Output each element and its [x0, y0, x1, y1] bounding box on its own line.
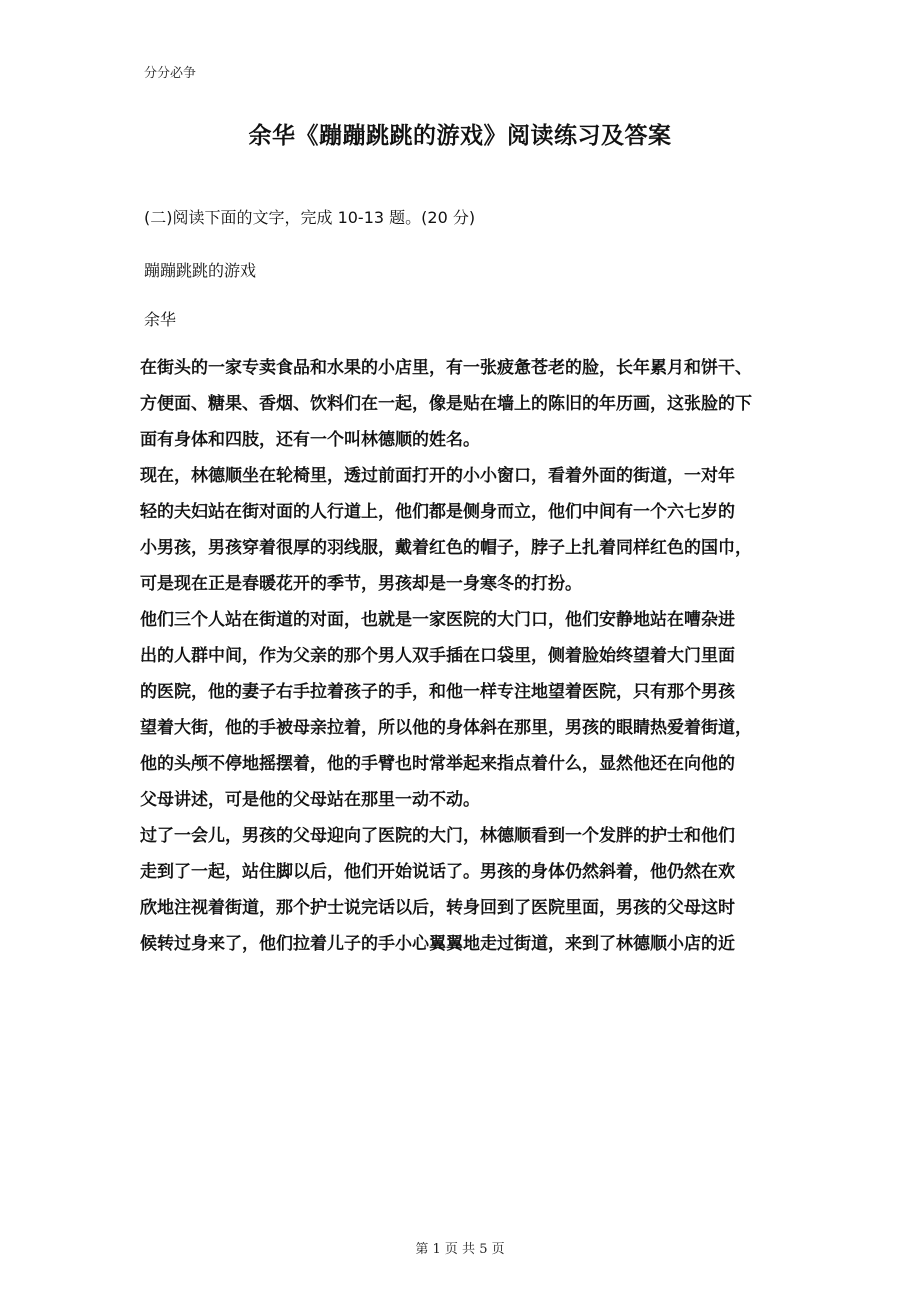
- page-footer: 第 1 页 共 5 页: [415, 1242, 505, 1257]
- body-line: 过了一会儿，男孩的父母迎向了医院的大门，林德顺看到一个发胖的护士和他们: [140, 826, 735, 846]
- page-header: 分分必争: [144, 66, 197, 81]
- document-title: 余华《蹦蹦跳跳的游戏》阅读练习及答案: [248, 123, 672, 149]
- story-author: 余华: [144, 310, 177, 329]
- story-title: 蹦蹦跳跳的游戏: [144, 261, 257, 280]
- question-intro: (二)阅读下面的文字，完成 10-13 题。(20 分): [144, 208, 476, 227]
- body-line: 候转过身来了，他们拉着儿子的手小心翼翼地走过街道，来到了林德顺小店的近: [140, 934, 735, 954]
- body-line: 面有身体和四肢，还有一个叫林德顺的姓名。: [140, 430, 480, 450]
- story-body: [140, 350, 790, 962]
- body-line: 可是现在正是春暖花开的季节，男孩却是一身寒冬的打扮。: [140, 574, 582, 594]
- body-line: 欣地注视着街道，那个护士说完话以后，转身回到了医院里面，男孩的父母这时: [140, 898, 735, 918]
- body-line: 他的头颅不停地摇摆着，他的手臂也时常举起来指点着什么，显然他还在向他的: [140, 754, 735, 774]
- body-line: 方便面、糖果、香烟、饮料们在一起，像是贴在墙上的陈旧的年历画，这张脸的下: [140, 394, 752, 414]
- body-line: 在街头的一家专卖食品和水果的小店里，有一张疲惫苍老的脸，长年累月和饼干、: [140, 358, 752, 378]
- body-line: 的医院，他的妻子右手拉着孩子的手，和他一样专注地望着医院，只有那个男孩: [140, 682, 735, 702]
- body-line: 父母讲述，可是他的父母站在那里一动不动。: [140, 790, 480, 810]
- body-line: 出的人群中间，作为父亲的那个男人双手插在口袋里，侧着脸始终望着大门里面: [140, 646, 735, 666]
- body-line: 轻的夫妇站在街对面的人行道上，他们都是侧身而立，他们中间有一个六七岁的: [140, 502, 735, 522]
- body-line: 望着大街，他的手被母亲拉着，所以他的身体斜在那里，男孩的眼睛热爱着街道，: [140, 718, 752, 738]
- body-line: 小男孩，男孩穿着很厚的羽线服，戴着红色的帽子，脖子上扎着同样红色的国巾，: [140, 538, 752, 558]
- body-line: 走到了一起，站住脚以后，他们开始说话了。男孩的身体仍然斜着，他仍然在欢: [140, 862, 735, 882]
- body-line: 他们三个人站在街道的对面，也就是一家医院的大门口，他们安静地站在嘈杂进: [140, 610, 735, 630]
- body-line: 现在，林德顺坐在轮椅里，透过前面打开的小小窗口，看着外面的街道，一对年: [140, 466, 735, 486]
